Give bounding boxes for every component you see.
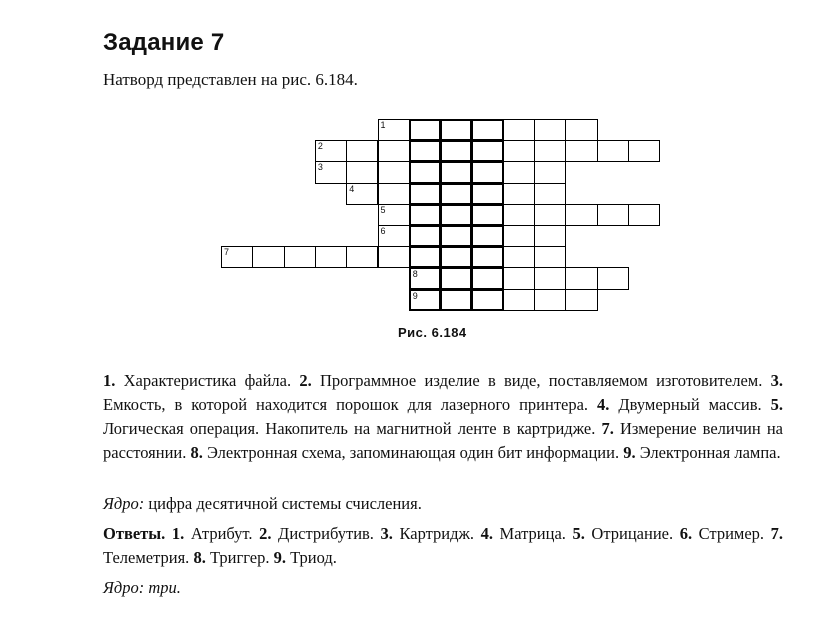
crossword-cell: [440, 161, 472, 183]
crossword-cell: [346, 140, 378, 162]
crossword-cell: [565, 289, 597, 311]
crossword-cell: [565, 267, 597, 289]
answer-text: Дистрибутив.: [271, 524, 381, 543]
answers-paragraph: [103, 522, 783, 570]
crossword-cell: [252, 246, 284, 268]
crossword-cell: [409, 161, 441, 183]
crossword-cell: [565, 204, 597, 226]
clue-text: Характеристика файла.: [115, 371, 300, 390]
answer-number: 9.: [273, 548, 286, 567]
answers-label: Ответы.: [103, 524, 166, 543]
crossword-cell: [534, 140, 566, 162]
crossword-cell: [503, 246, 535, 268]
crossword-cell: [628, 204, 660, 226]
answer-number: 7.: [770, 524, 784, 543]
clue-number: 3: [317, 162, 323, 173]
answer-text: Стример.: [692, 524, 771, 543]
clue-number: 9: [412, 290, 418, 301]
answer-text: Атрибут.: [184, 524, 260, 543]
answer-number: 1.: [171, 524, 185, 543]
core-text: цифра десятичной системы счисления.: [144, 494, 422, 513]
core-answer-text: три.: [144, 578, 181, 597]
clue-number: 5.: [770, 395, 783, 414]
crossword-cell: [565, 140, 597, 162]
crossword-cell: [409, 267, 441, 289]
answer-number: 8.: [193, 548, 206, 567]
crossword-cell: [503, 204, 535, 226]
clues-paragraph: [103, 369, 783, 465]
answer-text: Отрицание.: [584, 524, 680, 543]
crossword-cell: [503, 225, 535, 247]
crossword-cell: [346, 183, 378, 205]
crossword-cell: [597, 204, 629, 226]
crossword-cell: [409, 119, 441, 141]
answer-text: Триггер.: [205, 548, 274, 567]
crossword-cell: [440, 246, 472, 268]
clue-number: 5: [380, 204, 386, 215]
core-label: Ядро:: [103, 494, 145, 513]
answer-text: Триод.: [285, 548, 337, 567]
clue-text: Измерение величин на расстоянии.: [103, 419, 784, 462]
crossword-cell: [534, 183, 566, 205]
intro-text: Натворд представлен на рис. 6.184.: [103, 70, 358, 89]
crossword-cell: [503, 140, 535, 162]
crossword-cell: [378, 204, 410, 226]
crossword-cell: [378, 161, 410, 183]
crossword-cell: [346, 246, 378, 268]
clue-number: 1.: [103, 371, 116, 390]
clue-number: 8.: [190, 443, 203, 462]
core-hint: [103, 492, 783, 516]
clue-number: 6: [380, 226, 386, 236]
crossword-cell: [409, 246, 441, 268]
crossword-cell: [597, 140, 629, 162]
answer-text: Телеметрия.: [103, 548, 194, 567]
clue-text: Логическая операция. Накопитель на магнитной ленте в картридже.: [103, 419, 602, 438]
crossword-cell: [534, 119, 566, 141]
crossword-cell: [503, 267, 535, 289]
crossword-cell: [378, 140, 410, 162]
clue-text: Электронная схема, запоминающая один бит информации.: [202, 443, 624, 462]
crossword-cell: [534, 246, 566, 268]
crossword-cell: [378, 225, 410, 247]
crossword-cell: [534, 289, 566, 311]
clue-text: Программное изделие в виде, поставляемом изготовителем.: [311, 371, 771, 390]
crossword-cell: [440, 267, 472, 289]
answer-text: Матрица.: [492, 524, 573, 543]
crossword-cell: [628, 140, 660, 162]
core-answer: [103, 576, 783, 600]
clue-number: 4.: [597, 395, 610, 414]
page-title: Задание 7: [103, 29, 225, 56]
clue-number: 9.: [623, 443, 636, 462]
answer-number: 4.: [480, 524, 493, 543]
crossword-cell: [409, 225, 441, 247]
crossword-cell: [471, 119, 503, 141]
crossword-cell: [503, 183, 535, 205]
crossword-cell: [378, 183, 410, 205]
crossword-cell: [471, 267, 503, 289]
crossword-cell: [440, 289, 472, 311]
crossword-cell: [409, 183, 441, 205]
crossword-cell: [471, 161, 503, 183]
crossword-cell: [503, 289, 535, 311]
crossword-cell: [284, 246, 316, 268]
core-answer-label: Ядро:: [103, 578, 145, 597]
answer-number: 3.: [380, 524, 393, 543]
clue-text: Емкость, в которой находится порошок для лазерного принтера.: [103, 395, 598, 414]
crossword-cell: [471, 204, 503, 226]
clue-number: 7.: [601, 419, 614, 438]
clue-text: Электронная лампа.: [635, 443, 781, 462]
answer-number: 2.: [259, 524, 272, 543]
crossword-cell: [534, 161, 566, 183]
crossword-cell: [440, 140, 472, 162]
crossword-cell: [378, 119, 410, 141]
crossword-cell: [346, 161, 378, 183]
crossword-cell: [409, 289, 441, 311]
crossword-cell: [221, 246, 253, 268]
clue-number: 2: [317, 141, 323, 152]
crossword-cell: [315, 140, 347, 162]
clue-number: 7: [224, 247, 230, 258]
crossword-cell: [471, 140, 503, 162]
crossword-cell: [440, 204, 472, 226]
crossword-cell: [471, 246, 503, 268]
crossword-cell: [597, 267, 629, 289]
answer-number: 5.: [572, 524, 585, 543]
crossword-cell: [534, 225, 566, 247]
crossword-cell: [534, 267, 566, 289]
crossword-cell: [315, 246, 347, 268]
clue-number: 2.: [299, 371, 312, 390]
crossword-cell: [409, 140, 441, 162]
crossword-cell: [503, 161, 535, 183]
crossword-cell: [565, 119, 597, 141]
clue-number: 1: [380, 120, 386, 130]
crossword-cell: [534, 204, 566, 226]
crossword-cell: [440, 119, 472, 141]
clue-number: 3.: [770, 371, 783, 390]
crossword-cell: [503, 119, 535, 141]
crossword-cell: [471, 289, 503, 311]
figure-caption: Рис. 6.184: [398, 325, 467, 340]
crossword-cell: [440, 225, 472, 247]
crossword-cell: [440, 183, 472, 205]
clue-text: Двумерный массив.: [609, 395, 771, 414]
crossword-cell: [471, 225, 503, 247]
clue-number: 8: [412, 269, 418, 280]
crossword-cell: [378, 246, 410, 268]
crossword-cell: [315, 161, 347, 183]
crossword-cell: [471, 183, 503, 205]
answer-text: Картридж.: [392, 524, 481, 543]
crossword-cell: [409, 204, 441, 226]
answer-number: 6.: [679, 524, 693, 543]
clue-number: 4: [349, 183, 355, 194]
